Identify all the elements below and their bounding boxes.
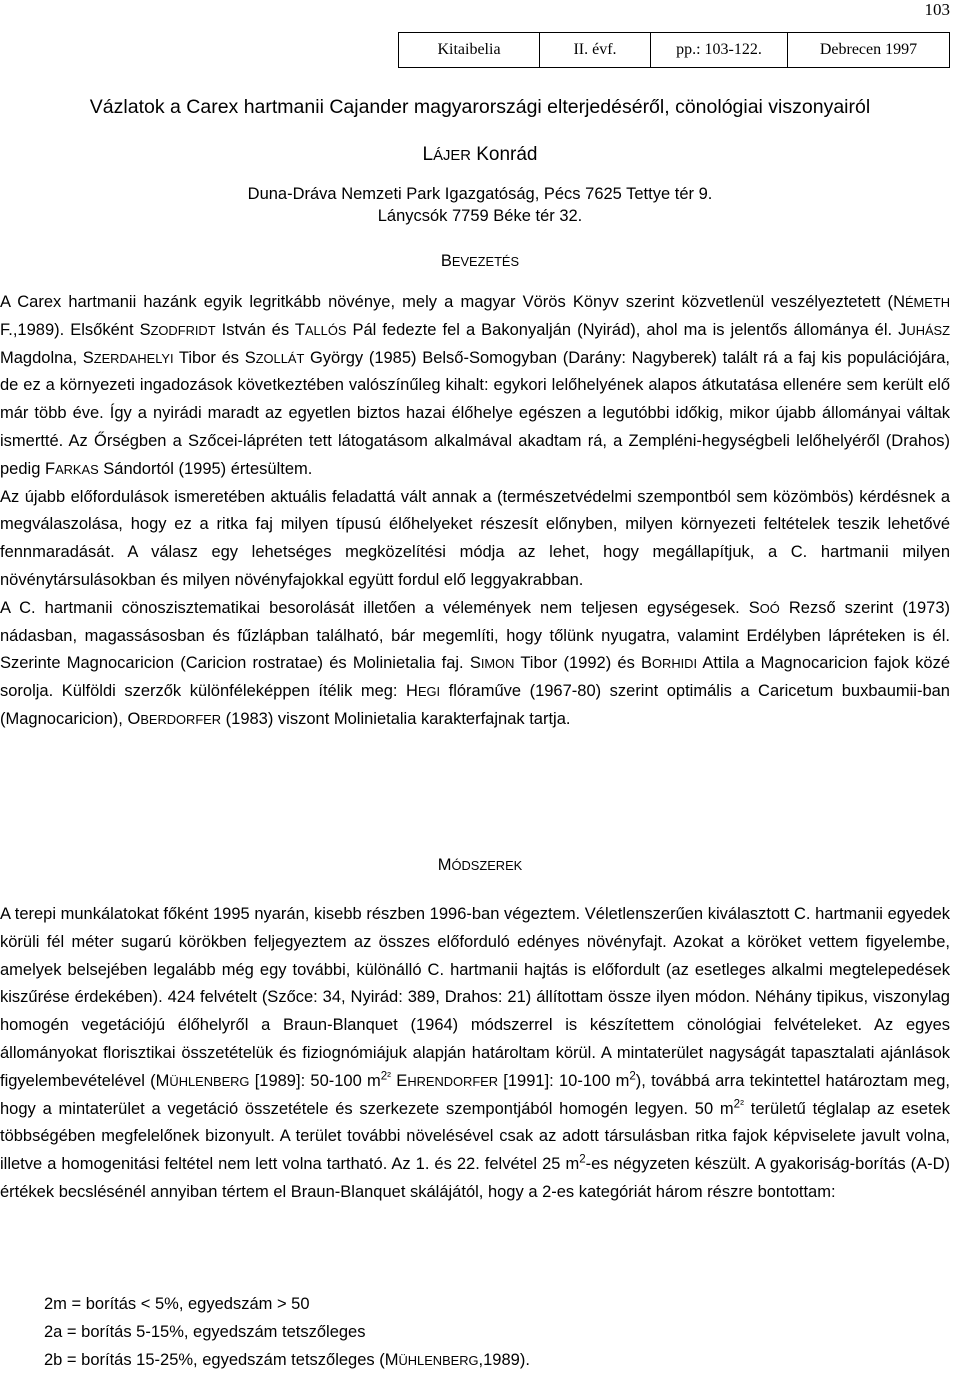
journal-name: Kitaibelia [399,33,540,67]
category-item-2m: 2m = borítás < 5%, egyedszám > 50 [44,1295,310,1313]
journal-header-box [398,32,950,68]
category-item-2a: 2a = borítás 5-15%, egyedszám tetszőleges [44,1323,366,1341]
methods-paragraph-1: A terepi munkálatokat főként 1995 nyarán, kisebb részben 1996-ban végeztem. Véletlenszerűen kiválasztott C. hartmanii egyedek körüli fél méter sugarú körökben feljegyeztem az összes előforduló edényes növényfajt. Azokat a köröket vettem figyelembe, amelyek belsejében legalább még egy további, különálló C. hartmanii hajtás is előfordult (az esetleges alkalmi megtelepedések kiszűrése érdekében). 424 felvételt (Szőce: 34, Nyirád: 389, Drahos: 21) állítottam össze ilyen módon. Néhány tipikus, viszonylag homogén vegetációjú élőhelyről a Braun-Blanquet (1964) módszerrel is készítettem cönológiai felvételeket. Az egyes állományokat florisztikai összetételük és fiziognómiájuk alapján határoltam körül. A mintaterület nagyságát tapasztalati ajánlások figyelembevételével (MÜHLENBERG [1989]: 50-100 $m^{2^2}$ EHRENDORFER [1991]: 10-100 $m^2$), továbbá arra tekintettel határoztam meg, hogy a mintaterület a vegetáció összetétele és szerkezete szempontjából homogén legyen. 50 $m^{2^2}$ területű téglalap az esetek többségében megfelelőnek bizonyult. A terület további növelésével csak az adott társulásban ritka fajok képviselete javult volna, illetve a homogenitási feltétel nem lett volna tartható. Az 1. és 22. felvétel 25 $m^2-es$ négyzeten készült. A gyakoriság-borítás (A-D) értékek becslésénél annyiban tértem el Braun-Blanquet skálájától, hogy a 2-es kategóriát három részre bontottam: [0,905,950,1201]
journal-volume: II. évf. [540,33,651,67]
affiliation-line-1: Duna-Dráva Nemzeti Park Igazgatóság, Pécs 7625 Tettye tér 9. [247,185,713,203]
category-item-2b: 2b = borítás 15-25%, egyedszám tetszőleges (MÜHLENBERG,1989). [44,1351,530,1369]
author-name: LÁJER Konrád [422,144,538,165]
intro-paragraph-1: A Carex hartmanii hazánk egyik legritkább növénye, mely a magyar Vörös Könyv szerint közvetlenül veszélyeztetett (NÉMETH F.,1989). Elsőként SZODFRIDT István és TALLÓS Pál fedezte fel a Bakonyalján (Nyirád), ahol ma is jelentős állománya él. JUHÁSZ Magdolna, SZERDAHELYI Tibor és SZOLLÁT György (1985) Belső-Somogyban (Darány: Nagyberek) talált rá a faj kis populációjára, de ez a környezeti ingadozások következtében valószínűleg kihalt: egykori lelőhelyének alapos átkutatása ellenére sem került elő már több éve. Így a nyirádi maradt az egyetlen biztos hazai élőhelye egészen a legutóbbi időkig, mikor újabb állományai váltak ismertté. Az Őrségben a Szőcei-lápréten tett látogatásom alkalmával akadtam rá, a Zempléni-hegységbeli lelőhelyéről (Drahos) pedig FARKAS Sándortól (1995) értesültem. [0,293,950,478]
journal-pages: pp.: 103-122. [651,33,788,67]
section-heading-intro: BEVEZETÉS [440,252,520,270]
intro-paragraph-3: A C. hartmanii cönoszisztematikai besorolását illetően a vélemények nem teljesen egységesek. SOÓ Rezső szerint (1973) nádasban, magassásosban és fűzlápban található, bár megemlíti, hogy tőlünk nyugatra, valamint Erdélyben lápréteken is él. Szerinte Magnocaricion (Caricion rostratae) és Molinietalia faj. SIMON Tibor (1992) és BORHIDI Attila a Magnocaricion fajok közé sorolja. Külföldi szerzők különféleképpen ítélik meg: HEGI flóraműve (1967-80) szerint optimális a Caricetum buxbaumii-ban (Magnocaricion), OBERDORFER (1983) viszont Molinietalia karakterfajnak tartja. [0,598,950,728]
journal-place-year: Debrecen 1997 [819,41,918,58]
affiliation-line-2: Lánycsók 7759 Béke tér 32. [377,207,583,225]
section-heading-methods: MÓDSZEREK [437,856,523,874]
intro-paragraph-2: Az újabb előfordulások ismeretében aktuális feladattá vált annak a (természetvédelmi szempontból sem közömbös) kérdésnek a megválaszolása, hogy ez a ritka faj milyen típusú élőhelyeket részesít előnyben, milyen környezeti feltételek teszik lehetővé fennmaradását. A válasz egy lehetséges megközelítési módja az lehet, hogy megállapítjuk, a C. hartmanii milyen növénytársulásokban és milyen növényfajokkal együtt fordul elő leggyakrabban. [0,487,950,589]
intro-text [0,289,950,734]
methods-text [0,901,950,1207]
article-title: Vázlatok a Carex hartmanii Cajander magyarországi elterjedéséről, cönológiai viszonyairól [89,96,871,118]
page-number: 103 [924,0,950,19]
